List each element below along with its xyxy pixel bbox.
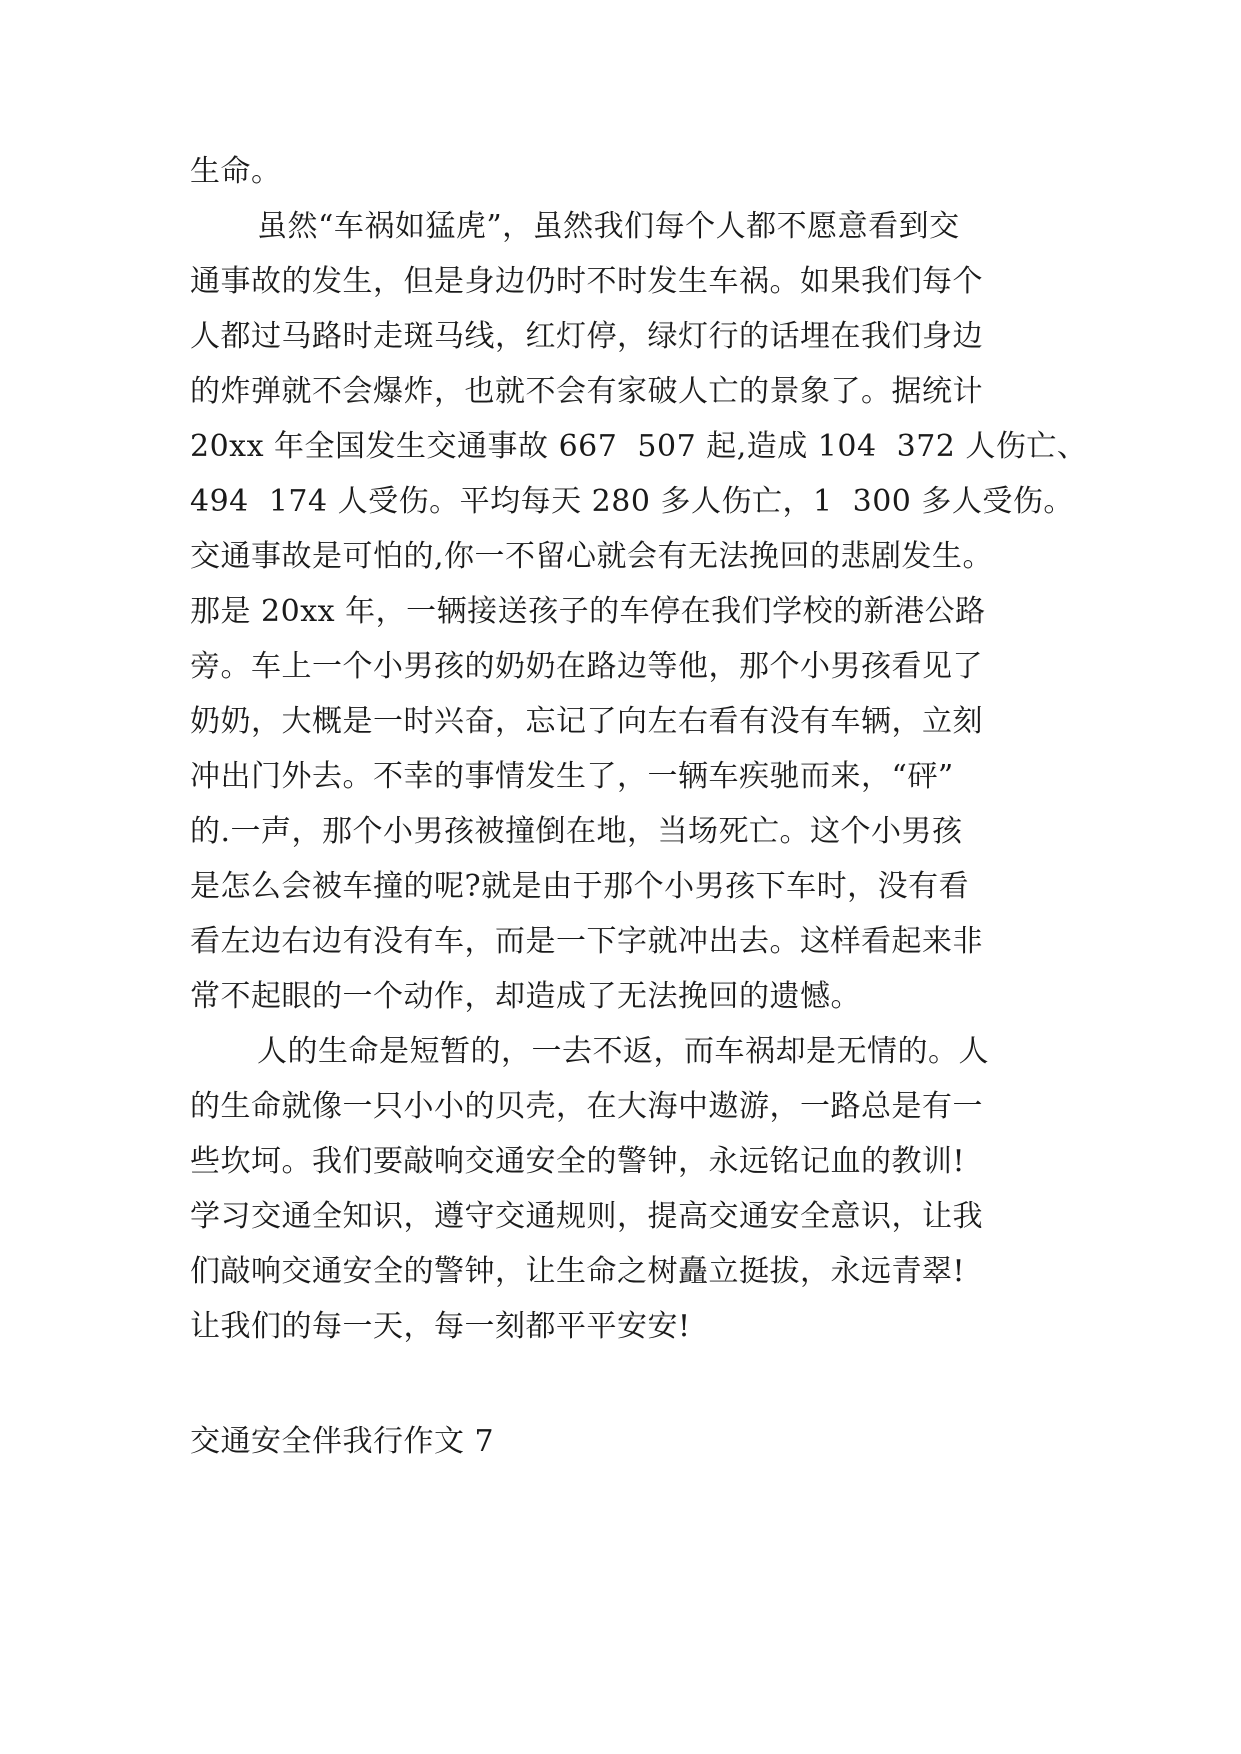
text-line: 些坎坷。我们要敲响交通安全的警钟，永远铭记血的教训! (190, 1144, 966, 1179)
text-line: 学习交通全知识，遵守交通规则，提高交通安全意识，让我 (190, 1199, 983, 1234)
text-line: 让我们的每一天，每一刻都平平安安! (190, 1309, 691, 1344)
text-line: 生命。 (190, 154, 282, 189)
text-line: 494 174 人受伤。平均每天 280 多人伤亡，1 300 多人受伤。 (190, 484, 1074, 519)
text-line: 冲出门外去。不幸的事情发生了，一辆车疾驰而来，“砰” (190, 759, 954, 794)
text-line: 通事故的发生，但是身边仍时不时发生车祸。如果我们每个 (190, 264, 983, 299)
text-line: 奶奶，大概是一时兴奋，忘记了向左右看有没有车辆，立刻 (190, 704, 983, 739)
text-line: 看左边右边有没有车，而是一下字就冲出去。这样看起来非 (190, 924, 983, 959)
text-line: 人都过马路时走斑马线，红灯停，绿灯行的话埋在我们身边 (190, 319, 983, 354)
text-line: 的生命就像一只小小的贝壳，在大海中遨游，一路总是有一 (190, 1089, 983, 1124)
text-line: 的炸弹就不会爆炸，也就不会有家破人亡的景象了。据统计 (190, 374, 983, 409)
section-heading: 交通安全伴我行作文 7 (190, 1424, 495, 1459)
text-line: 交通事故是可怕的,你一不留心就会有无法挽回的悲剧发生。 (190, 539, 994, 574)
paragraph-start-line: 虽然“车祸如猛虎”，虽然我们每个人都不愿意看到交 (257, 209, 960, 244)
text-line: 那是 20xx 年，一辆接送孩子的车停在我们学校的新港公路 (190, 594, 986, 629)
text-line: 常不起眼的一个动作，却造成了无法挽回的遗憾。 (190, 979, 861, 1014)
text-line: 的.一声，那个小男孩被撞倒在地，当场死亡。这个小男孩 (190, 814, 963, 849)
paragraph-start-line: 人的生命是短暂的，一去不返，而车祸却是无情的。人 (257, 1034, 989, 1069)
text-line: 们敲响交通安全的警钟，让生命之树矗立挺拔，永远青翠! (190, 1254, 966, 1289)
text-line: 20xx 年全国发生交通事故 667 507 起,造成 104 372 人伤亡、 (190, 429, 1088, 464)
text-line: 旁。车上一个小男孩的奶奶在路边等他，那个小男孩看见了 (190, 649, 983, 684)
text-line: 是怎么会被车撞的呢?就是由于那个小男孩下车时，没有看 (190, 869, 970, 904)
